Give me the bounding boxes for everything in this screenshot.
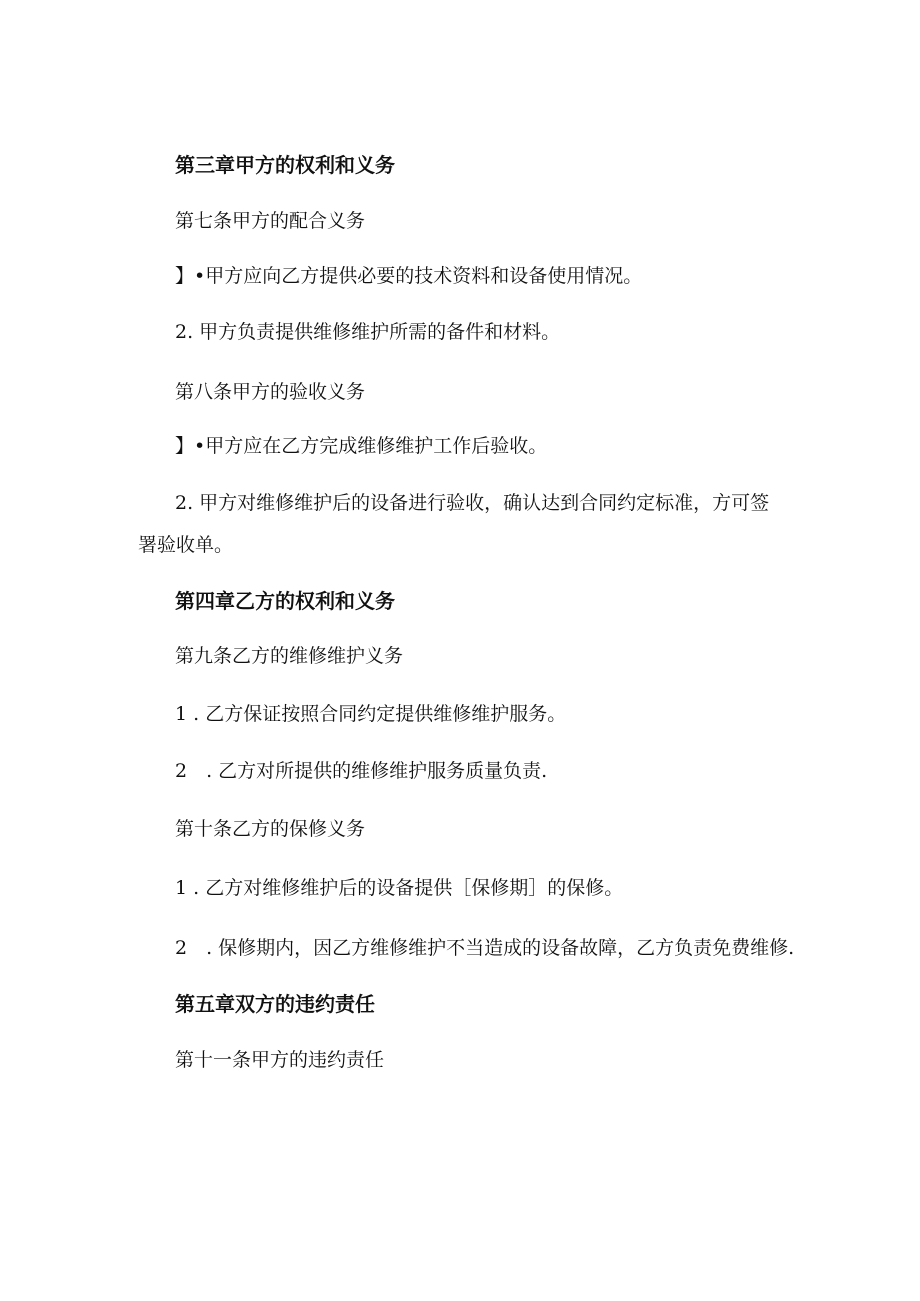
article-9-item-2: 2 . 乙方对所提供的维修维护服务质量负责. (175, 760, 548, 782)
article-7-item-1: 】•甲方应向乙方提供必要的技术资料和设备使用情况。 (175, 265, 643, 287)
article-10-item-1: 1 . 乙方对维修维护后的设备提供［保修期］的保修。 (175, 877, 624, 899)
article-9-item-1: 1 . 乙方保证按照合同约定提供维修维护服务。 (175, 703, 567, 725)
article-7-item-2: 2. 甲方负责提供维修维护所需的备件和材料。 (175, 321, 561, 343)
chapter-5-heading: 第五章双方的违约责任 (175, 992, 375, 1016)
article-9-heading: 第九条乙方的维修维护义务 (175, 645, 404, 667)
article-7-heading: 第七条甲方的配合义务 (175, 210, 366, 232)
article-8-item-2: 2. 甲方对维修维护后的设备进行验收，确认达到合同约定标准，方可签署验收单。 (138, 492, 770, 556)
article-11-heading: 第十一条甲方的违约责任 (175, 1049, 385, 1071)
article-8-item-1: 】•甲方应在乙方完成维修维护工作后验收。 (175, 435, 548, 457)
article-10-heading: 第十条乙方的保修义务 (175, 818, 366, 840)
article-8-heading: 第八条甲方的验收义务 (175, 381, 366, 403)
chapter-4-heading: 第四章乙方的权利和义务 (175, 589, 395, 613)
chapter-3-heading: 第三章甲方的权利和义务 (175, 153, 395, 177)
article-10-item-2: 2 . 保修期内，因乙方维修维护不当造成的设备故障，乙方负责免费维修. (175, 937, 795, 959)
